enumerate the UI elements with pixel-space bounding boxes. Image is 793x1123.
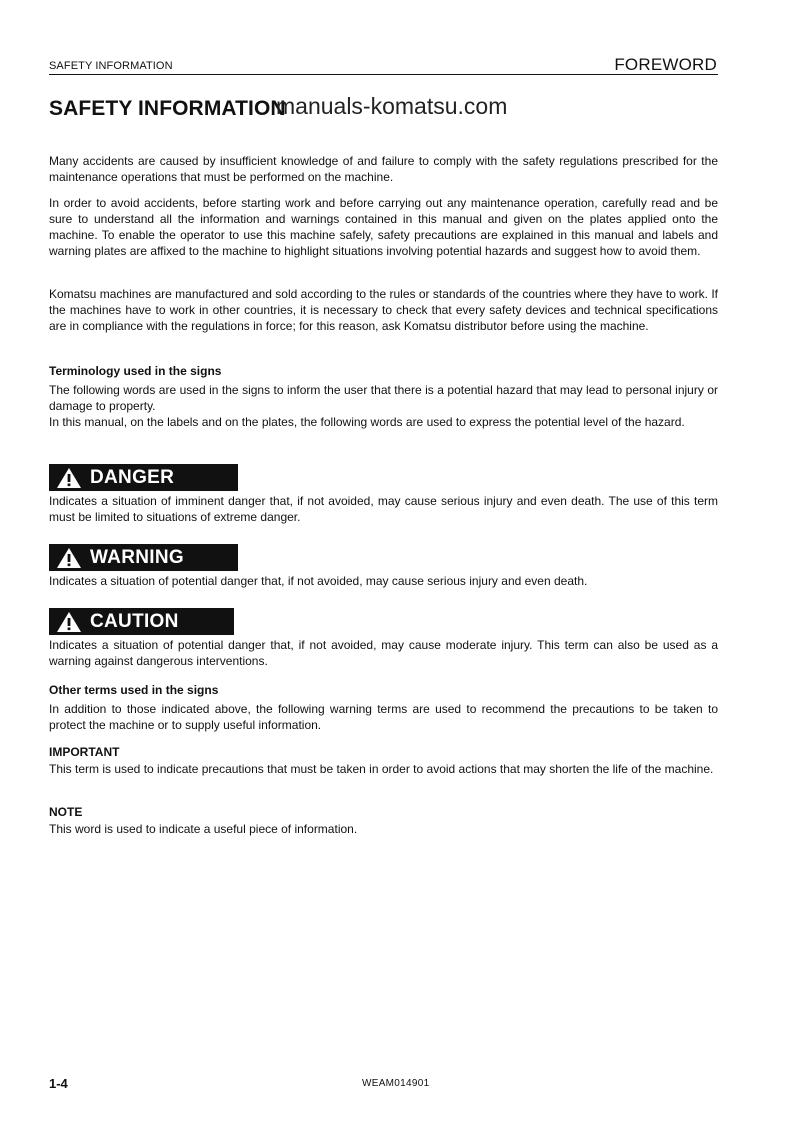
warning-text: Indicates a situation of potential danger that, if not avoided, may cause serious injury and even death. <box>49 574 588 588</box>
page-number: 1-4 <box>49 1076 68 1091</box>
warning-sign <box>49 544 238 571</box>
accident-paragraph: In order to avoid accidents, before starting work and before carrying out any maintenance operation, carefully read and be sure to understand all the information and warnings contained in this manual and given on the plates applied onto the machine. To enable the operator to use this machine safely, safety precautions are explained in this manual and labels and warning plates are affixed to the machine to highlight situations involving potential hazards and suggest how to avoid them. <box>49 196 718 258</box>
danger-label: DANGER <box>90 466 175 488</box>
important-text: This term is used to indicate precautions that must be taken in order to avoid actions that may shorten the life of the machine. <box>49 762 714 776</box>
page-title: SAFETY INFORMATION <box>49 97 286 120</box>
other-terms-text: In addition to those indicated above, the following warning terms are used to recommend the precautions to be taken to protect the machine or to supply useful information. <box>49 702 718 732</box>
watermark: manuals-komatsu.com <box>276 93 508 119</box>
caution-sign <box>49 608 234 635</box>
warning-label: WARNING <box>90 546 184 568</box>
document-code: WEAM014901 <box>362 1078 430 1089</box>
header-section: SAFETY INFORMATION <box>49 60 173 72</box>
caution-label: CAUTION <box>90 610 179 632</box>
warning-triangle-icon <box>56 467 82 489</box>
warning-triangle-icon <box>56 547 82 569</box>
header-rule <box>49 74 718 75</box>
other-terms-heading: Other terms used in the signs <box>49 683 219 697</box>
intro-paragraph: Many accidents are caused by insufficient knowledge of and failure to comply with the safety regulations prescribed for the maintenance operations that must be performed on the machine. <box>49 154 718 184</box>
standards-paragraph: Komatsu machines are manufactured and sold according to the rules or standards of the countries where they have to work. If the machines have to work in other countries, it is necessary to check that every safety devices and technical specifications are in compliance with the regulations in force; for this reason, ask Komatsu distributor before using the machine. <box>49 287 718 333</box>
important-heading: IMPORTANT <box>49 745 120 759</box>
terminology-heading: Terminology used in the signs <box>49 364 222 378</box>
caution-text: Indicates a situation of potential danger that, if not avoided, may cause moderate injury. This term can also be used as a warning against dangerous interventions. <box>49 638 718 668</box>
note-text: This word is used to indicate a useful piece of information. <box>49 822 358 836</box>
terminology-text-2: In this manual, on the labels and on the plates, the following words are used to express the potential level of the hazard. <box>49 415 685 429</box>
header-chapter: FOREWORD <box>614 55 717 74</box>
danger-text: Indicates a situation of imminent danger that, if not avoided, may cause serious injury and even death. The use of this term must be limited to situations of extreme danger. <box>49 494 718 524</box>
terminology-text-1: The following words are used in the signs to inform the user that there is a potential hazard that may lead to personal injury or damage to property. <box>49 383 718 413</box>
note-heading: NOTE <box>49 805 83 819</box>
danger-sign <box>49 464 238 491</box>
warning-triangle-icon <box>56 611 82 633</box>
